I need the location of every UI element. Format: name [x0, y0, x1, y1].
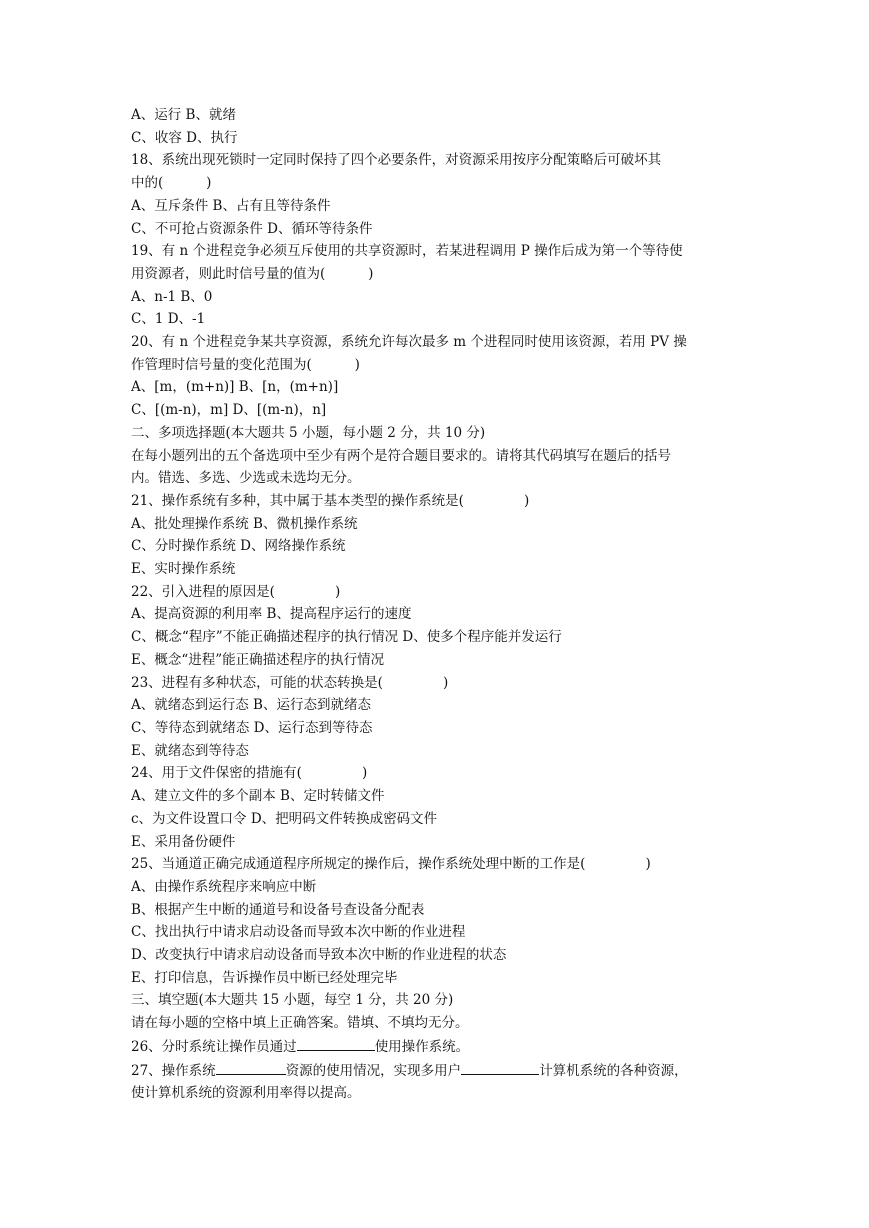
text-line: C、分时操作系统 D、网络操作系统 [131, 538, 346, 555]
text-line: 内。错选、多选、少选或未选均无分。 [131, 470, 361, 487]
text-line: A、运行 B、就绪 [131, 107, 236, 123]
text-line: A、互斥条件 B、占有且等待条件 [131, 197, 331, 214]
text-line: 中的( ) [131, 175, 212, 192]
text-line: A、n-1 B、0 [131, 288, 213, 305]
text-line: C、不可抢占资源条件 D、循环等待条件 [131, 220, 373, 237]
text-line: A、由操作系统程序来响应中断 [131, 878, 317, 895]
text-line: 23、进程有多种状态，可能的状态转换是( ) [131, 674, 449, 691]
text-line: A、[m，(m+n)] B、[n，(m+n)] [131, 379, 339, 396]
text-line: 18、系统出现死锁时一定同时保持了四个必要条件，对资源采用按序分配策略后可破坏其 [131, 152, 662, 169]
text-line: D、改变执行中请求启动设备而导致本次中断的作业进程的状态 [131, 947, 507, 964]
text-line: 使计算机系统的资源利用率得以提高。 [131, 1085, 361, 1102]
text-line: C、[(m-n)，m] D、[(m-n)，n] [131, 402, 327, 419]
section-heading: 三、填空题(本大题共 15 小题，每空 1 分，共 20 分) [131, 992, 454, 1009]
q27-text-2: 资源的使用情况，实现多用户 [285, 1062, 462, 1079]
question-26 [131, 1035, 741, 1059]
text-line: A、提高资源的利用率 B、提高程序运行的速度 [131, 606, 412, 623]
text-line: E、就绪态到等待态 [131, 742, 249, 759]
text-line: B、根据产生中断的通道号和设备号查设备分配表 [131, 901, 425, 918]
text-line: 作管理时信号量的变化范围为( ) [131, 356, 360, 373]
text-line: 21、操作系统有多种，其中属于基本类型的操作系统是( ) [131, 492, 530, 509]
text-line: A、就绪态到运行态 B、运行态到就绪态 [131, 697, 371, 714]
q26-blank [297, 1035, 375, 1051]
text-line: E、概念“进程”能正确描述程序的执行情况 [131, 651, 385, 668]
text-line: C、找出执行中请求启动设备而导致本次中断的作业进程 [131, 924, 466, 941]
text-line: E、打印信息，告诉操作员中断已经处理完毕 [131, 969, 398, 986]
q26-text-before: 26、分时系统让操作员通过 [131, 1038, 297, 1055]
text-line: 20、有 n 个进程竞争某共享资源，系统允许每次最多 m 个进程同时使用该资源，若用 PV 操 [131, 334, 687, 351]
section-heading: 二、多项选择题(本大题共 5 小题，每小题 2 分，共 10 分) [131, 424, 486, 441]
text-line: c、为文件设置口令 D、把明码文件转换成密码文件 [131, 810, 438, 827]
text-line: E、实时操作系统 [131, 561, 236, 578]
text-line: A、批处理操作系统 B、微机操作系统 [131, 515, 358, 532]
text-line: C、收容 D、执行 [131, 129, 238, 146]
q27-blank-1 [216, 1059, 286, 1075]
text-line: 19、有 n 个进程竞争必须互斥使用的共享资源时，若某进程调用 P 操作后成为第一个等待使 [131, 243, 683, 260]
text-line: 24、用于文件保密的措施有( ) [131, 765, 368, 782]
q27-text-1: 27、操作系统 [131, 1062, 216, 1079]
text-line: 请在每小题的空格中填上正确答案。错填、不填均无分。 [131, 1015, 469, 1032]
q27-blank-2 [461, 1059, 539, 1075]
text-line: 25、当通道正确完成通道程序所规定的操作后，操作系统处理中断的工作是( ) [131, 856, 651, 873]
text-line: C、1 D、-1 [131, 311, 206, 328]
text-line: A、建立文件的多个副本 B、定时转储文件 [131, 788, 385, 805]
question-27 [131, 1059, 741, 1083]
q27-text-3: 计算机系统的各种资源， [539, 1062, 688, 1079]
text-line: 在每小题列出的五个备选项中至少有两个是符合题目要求的。请将其代码填写在题后的括号 [131, 447, 671, 464]
text-line: 用资源者，则此时信号量的值为( ) [131, 265, 374, 282]
q26-text-after: 使用操作系统。 [374, 1038, 470, 1055]
text-line: E、采用备份硬件 [131, 833, 236, 850]
text-line: C、概念“程序”不能正确描述程序的执行情况 D、使多个程序能并发运行 [131, 629, 562, 646]
text-line: C、等待态到就绪态 D、运行态到等待态 [131, 719, 373, 736]
text-line: 22、引入进程的原因是( ) [131, 583, 341, 600]
